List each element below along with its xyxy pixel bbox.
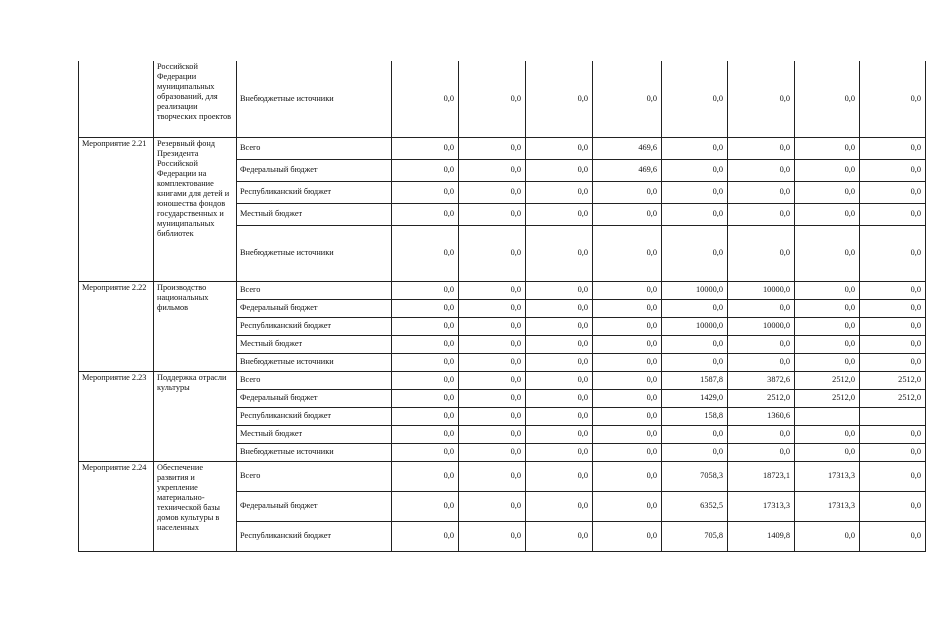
value-cell: 0,0 xyxy=(526,353,593,371)
value-cell: 18723,1 xyxy=(728,461,795,491)
value-cell: 0,0 xyxy=(392,203,459,225)
value-cell: 0,0 xyxy=(728,225,795,281)
funding-source-cell: Федеральный бюджет xyxy=(237,491,392,521)
value-cell: 0,0 xyxy=(459,425,526,443)
value-cell: 0,0 xyxy=(860,317,926,335)
value-cell: 0,0 xyxy=(662,137,728,159)
value-cell: 0,0 xyxy=(593,521,662,551)
value-cell: 0,0 xyxy=(860,181,926,203)
value-cell: 0,0 xyxy=(860,461,926,491)
value-cell: 0,0 xyxy=(392,521,459,551)
value-cell: 0,0 xyxy=(392,281,459,299)
value-cell: 0,0 xyxy=(392,443,459,461)
value-cell: 0,0 xyxy=(593,389,662,407)
value-cell: 0,0 xyxy=(459,203,526,225)
value-cell xyxy=(795,407,860,425)
value-cell: 0,0 xyxy=(662,443,728,461)
funding-source-cell: Местный бюджет xyxy=(237,335,392,353)
value-cell: 0,0 xyxy=(795,159,860,181)
table-body xyxy=(79,61,926,551)
funding-source-cell: Внебюджетные источники xyxy=(237,443,392,461)
value-cell: 0,0 xyxy=(593,443,662,461)
funding-source-cell: Всего xyxy=(237,281,392,299)
value-cell: 0,0 xyxy=(459,137,526,159)
value-cell: 0,0 xyxy=(392,491,459,521)
funding-source-cell: Федеральный бюджет xyxy=(237,299,392,317)
value-cell: 0,0 xyxy=(459,371,526,389)
value-cell: 0,0 xyxy=(795,137,860,159)
value-cell: 2512,0 xyxy=(860,371,926,389)
value-cell: 0,0 xyxy=(662,299,728,317)
value-cell: 2512,0 xyxy=(795,389,860,407)
value-cell: 10000,0 xyxy=(728,281,795,299)
funding-source-cell: Республиканский бюджет xyxy=(237,521,392,551)
value-cell: 0,0 xyxy=(795,443,860,461)
value-cell: 0,0 xyxy=(526,461,593,491)
value-cell: 0,0 xyxy=(392,61,459,137)
value-cell: 0,0 xyxy=(662,203,728,225)
funding-source-cell: Местный бюджет xyxy=(237,425,392,443)
value-cell: 0,0 xyxy=(795,225,860,281)
funding-source-cell: Всего xyxy=(237,371,392,389)
value-cell: 0,0 xyxy=(392,225,459,281)
value-cell: 0,0 xyxy=(728,159,795,181)
value-cell: 0,0 xyxy=(593,317,662,335)
value-cell: 0,0 xyxy=(860,425,926,443)
value-cell: 0,0 xyxy=(662,181,728,203)
value-cell: 2512,0 xyxy=(860,389,926,407)
value-cell: 0,0 xyxy=(795,425,860,443)
value-cell: 0,0 xyxy=(795,61,860,137)
value-cell: 0,0 xyxy=(526,159,593,181)
value-cell: 0,0 xyxy=(728,299,795,317)
value-cell: 0,0 xyxy=(728,203,795,225)
value-cell: 0,0 xyxy=(392,317,459,335)
value-cell: 0,0 xyxy=(526,225,593,281)
value-cell: 0,0 xyxy=(392,407,459,425)
funding-source-cell: Федеральный бюджет xyxy=(237,159,392,181)
value-cell: 10000,0 xyxy=(662,317,728,335)
value-cell: 0,0 xyxy=(392,299,459,317)
funding-source-cell: Республиканский бюджет xyxy=(237,317,392,335)
value-cell: 0,0 xyxy=(526,137,593,159)
value-cell: 0,0 xyxy=(526,203,593,225)
value-cell: 705,8 xyxy=(662,521,728,551)
value-cell: 0,0 xyxy=(526,389,593,407)
value-cell: 0,0 xyxy=(662,335,728,353)
table-row xyxy=(79,61,926,137)
value-cell: 0,0 xyxy=(662,225,728,281)
value-cell: 0,0 xyxy=(860,137,926,159)
value-cell: 0,0 xyxy=(728,353,795,371)
value-cell: 0,0 xyxy=(459,353,526,371)
budget-table xyxy=(78,61,926,552)
value-cell: 0,0 xyxy=(459,335,526,353)
value-cell: 0,0 xyxy=(728,61,795,137)
value-cell: 1360,6 xyxy=(728,407,795,425)
value-cell: 469,6 xyxy=(593,159,662,181)
value-cell: 0,0 xyxy=(795,317,860,335)
value-cell: 0,0 xyxy=(593,61,662,137)
value-cell: 0,0 xyxy=(860,491,926,521)
value-cell: 0,0 xyxy=(860,225,926,281)
value-cell: 0,0 xyxy=(526,181,593,203)
value-cell: 0,0 xyxy=(526,335,593,353)
value-cell: 0,0 xyxy=(526,425,593,443)
value-cell: 0,0 xyxy=(860,353,926,371)
measure-cell: Мероприятие 2.21 xyxy=(79,137,154,281)
value-cell: 0,0 xyxy=(795,181,860,203)
funding-source-cell: Внебюджетные источники xyxy=(237,353,392,371)
value-cell: 0,0 xyxy=(662,61,728,137)
value-cell: 0,0 xyxy=(526,371,593,389)
value-cell: 0,0 xyxy=(795,203,860,225)
value-cell: 0,0 xyxy=(593,225,662,281)
value-cell: 0,0 xyxy=(860,203,926,225)
value-cell: 2512,0 xyxy=(728,389,795,407)
funding-source-cell: Местный бюджет xyxy=(237,203,392,225)
value-cell: 0,0 xyxy=(459,225,526,281)
value-cell: 0,0 xyxy=(392,353,459,371)
funding-source-cell: Республиканский бюджет xyxy=(237,407,392,425)
value-cell: 0,0 xyxy=(459,521,526,551)
value-cell: 0,0 xyxy=(728,137,795,159)
value-cell: 0,0 xyxy=(728,181,795,203)
value-cell: 7058,3 xyxy=(662,461,728,491)
value-cell: 17313,3 xyxy=(795,491,860,521)
value-cell: 6352,5 xyxy=(662,491,728,521)
funding-source-cell: Внебюджетные источники xyxy=(237,225,392,281)
value-cell: 0,0 xyxy=(526,521,593,551)
value-cell: 0,0 xyxy=(860,159,926,181)
value-cell: 0,0 xyxy=(459,491,526,521)
value-cell: 17313,3 xyxy=(728,491,795,521)
value-cell: 0,0 xyxy=(392,335,459,353)
value-cell: 0,0 xyxy=(459,407,526,425)
value-cell: 0,0 xyxy=(459,317,526,335)
value-cell: 0,0 xyxy=(459,281,526,299)
table-row xyxy=(79,371,926,389)
value-cell: 0,0 xyxy=(526,443,593,461)
value-cell: 0,0 xyxy=(795,353,860,371)
funding-source-cell: Всего xyxy=(237,461,392,491)
value-cell: 0,0 xyxy=(728,443,795,461)
value-cell: 0,0 xyxy=(662,353,728,371)
value-cell: 0,0 xyxy=(459,461,526,491)
value-cell: 0,0 xyxy=(459,159,526,181)
value-cell: 0,0 xyxy=(593,353,662,371)
value-cell: 0,0 xyxy=(593,335,662,353)
description-cell: Поддержка отрасли культуры xyxy=(154,371,237,461)
measure-cell xyxy=(79,61,154,137)
measure-cell: Мероприятие 2.23 xyxy=(79,371,154,461)
value-cell: 0,0 xyxy=(728,425,795,443)
value-cell: 0,0 xyxy=(593,461,662,491)
value-cell: 0,0 xyxy=(392,181,459,203)
value-cell: 0,0 xyxy=(459,61,526,137)
value-cell: 0,0 xyxy=(860,521,926,551)
value-cell: 0,0 xyxy=(392,371,459,389)
description-cell: Производство национальных фильмов xyxy=(154,281,237,371)
value-cell: 1429,0 xyxy=(662,389,728,407)
value-cell: 0,0 xyxy=(860,335,926,353)
value-cell: 0,0 xyxy=(526,281,593,299)
value-cell xyxy=(860,407,926,425)
measure-cell: Мероприятие 2.22 xyxy=(79,281,154,371)
value-cell: 0,0 xyxy=(795,281,860,299)
value-cell: 0,0 xyxy=(662,425,728,443)
value-cell: 0,0 xyxy=(526,407,593,425)
value-cell: 0,0 xyxy=(662,159,728,181)
value-cell: 0,0 xyxy=(593,281,662,299)
value-cell: 0,0 xyxy=(459,389,526,407)
value-cell: 3872,6 xyxy=(728,371,795,389)
value-cell: 0,0 xyxy=(526,317,593,335)
funding-source-cell: Внебюджетные источники xyxy=(237,61,392,137)
value-cell: 0,0 xyxy=(593,371,662,389)
value-cell: 0,0 xyxy=(593,181,662,203)
value-cell: 0,0 xyxy=(795,521,860,551)
value-cell: 0,0 xyxy=(593,491,662,521)
value-cell: 10000,0 xyxy=(662,281,728,299)
value-cell: 2512,0 xyxy=(795,371,860,389)
measure-cell: Мероприятие 2.24 xyxy=(79,461,154,551)
value-cell: 0,0 xyxy=(392,461,459,491)
value-cell: 0,0 xyxy=(526,491,593,521)
description-cell: Российской Федерации муниципальных образований, для реализации творческих проектов xyxy=(154,61,237,137)
description-cell: Резервный фонд Президента Российской Федерации на комплектование книгами для детей и юношества фондов государственных и муниципальных библиотек xyxy=(154,137,237,281)
value-cell: 0,0 xyxy=(459,443,526,461)
value-cell: 0,0 xyxy=(392,137,459,159)
value-cell: 0,0 xyxy=(593,203,662,225)
value-cell: 0,0 xyxy=(526,61,593,137)
description-cell: Обеспечение развития и укрепление материально-технической базы домов культуры в населенных xyxy=(154,461,237,551)
value-cell: 0,0 xyxy=(860,61,926,137)
value-cell: 0,0 xyxy=(728,335,795,353)
value-cell: 0,0 xyxy=(795,299,860,317)
funding-source-cell: Республиканский бюджет xyxy=(237,181,392,203)
value-cell: 0,0 xyxy=(593,299,662,317)
value-cell: 0,0 xyxy=(795,335,860,353)
value-cell: 0,0 xyxy=(459,181,526,203)
value-cell: 1409,8 xyxy=(728,521,795,551)
table-row xyxy=(79,281,926,299)
value-cell: 10000,0 xyxy=(728,317,795,335)
value-cell: 1587,8 xyxy=(662,371,728,389)
table-row xyxy=(79,461,926,491)
value-cell: 0,0 xyxy=(526,299,593,317)
value-cell: 17313,3 xyxy=(795,461,860,491)
value-cell: 0,0 xyxy=(860,299,926,317)
value-cell: 0,0 xyxy=(860,281,926,299)
funding-source-cell: Федеральный бюджет xyxy=(237,389,392,407)
value-cell: 0,0 xyxy=(392,389,459,407)
value-cell: 158,8 xyxy=(662,407,728,425)
funding-source-cell: Всего xyxy=(237,137,392,159)
value-cell: 0,0 xyxy=(593,407,662,425)
table-row xyxy=(79,137,926,159)
value-cell: 0,0 xyxy=(459,299,526,317)
value-cell: 0,0 xyxy=(860,443,926,461)
value-cell: 469,6 xyxy=(593,137,662,159)
value-cell: 0,0 xyxy=(392,425,459,443)
value-cell: 0,0 xyxy=(593,425,662,443)
value-cell: 0,0 xyxy=(392,159,459,181)
